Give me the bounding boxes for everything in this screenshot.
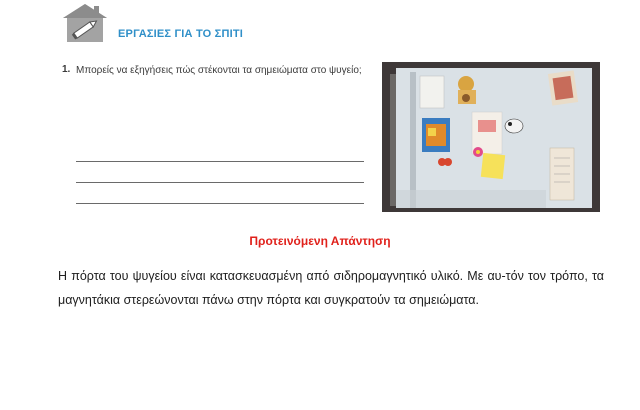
- suggested-answer-heading: Προτεινόμενη Απάντηση: [249, 234, 391, 248]
- answer-text: Η πόρτα του ψυγείου είναι κατασκευασμένη από σιδηρομαγνητικό υλικό. Με αυ-τόν τον τρόπο, τα μαγνητάκια στερεώνονται πάνω στην πόρτα και συγκρατούν τα σημειώματα.: [58, 269, 604, 307]
- answer-line: [76, 203, 364, 204]
- section-title: ΕΡΓΑΣΙΕΣ ΓΙΑ ΤΟ ΣΠΙΤΙ: [118, 28, 244, 40]
- house-pencil-icon: [60, 2, 110, 42]
- answer-line: [76, 161, 364, 162]
- fridge-photo: [382, 62, 600, 212]
- question-number: 1.: [62, 64, 71, 75]
- answer-line: [76, 182, 364, 183]
- question-text: Μπορείς να εξηγήσεις πώς στέκονται τα σημειώματα στο ψυγείο;: [76, 65, 362, 76]
